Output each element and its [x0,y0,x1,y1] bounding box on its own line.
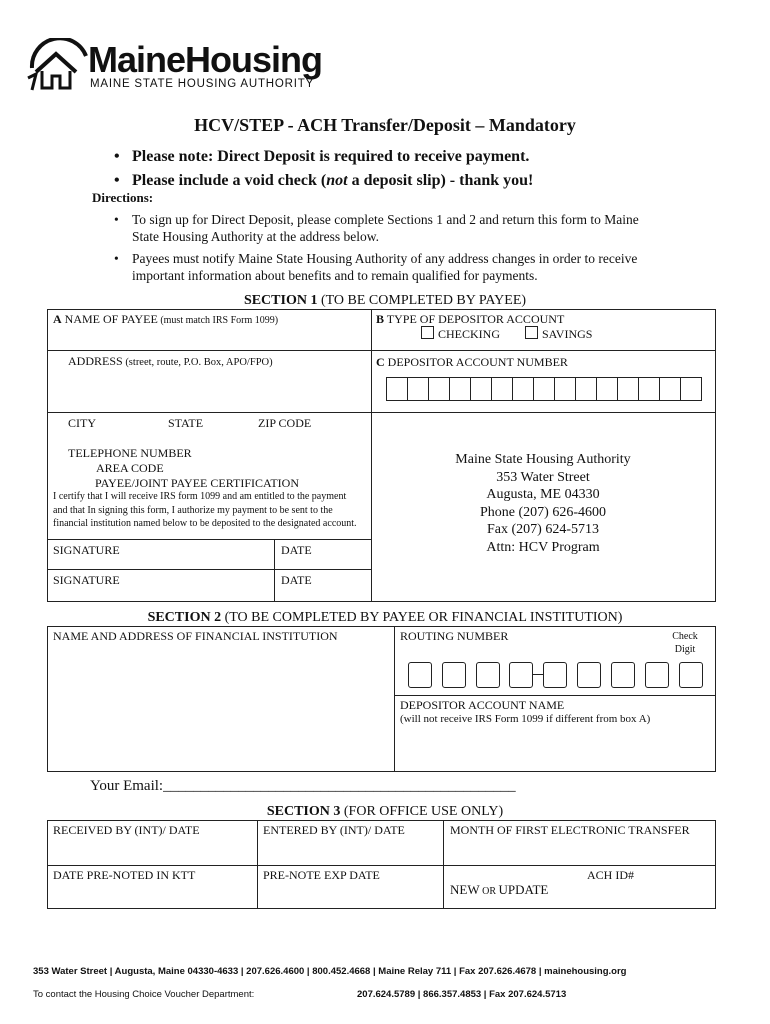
check-digit-box[interactable] [679,662,703,688]
section1-title: SECTION 1 (TO BE COMPLETED BY PAYEE) [243,293,527,308]
date1-label: DATE [281,543,312,557]
entered-by-label: ENTERED BY (INT)/ DATE [263,823,405,837]
footer-hcv-label: To contact the Housing Choice Voucher Department: [33,989,255,1000]
logo [26,38,346,96]
depositor-account-name-note: (will not receive IRS Form 1099 if different from box A) [400,713,651,725]
depositor-account-name-label: DEPOSITOR ACCOUNT NAME [400,698,565,712]
divider [371,350,715,351]
account-digit[interactable] [638,377,660,401]
direction-item: • Payees must notify Maine State Housing Authority of any address changes in order to receive important information about benefits and to remain qualified for payments. [110,250,665,284]
account-digit[interactable] [491,377,513,401]
logo-name: MaineHousing [88,39,323,80]
checking-option[interactable]: CHECKING [421,326,500,342]
savings-option[interactable]: SAVINGS [525,326,592,342]
account-digit[interactable] [470,377,492,401]
received-by-label: RECEIVED BY (INT)/ DATE [53,823,200,837]
divider [47,350,372,351]
divider [47,412,715,413]
account-digit[interactable] [554,377,576,401]
note-void-check: • Please include a void check (not a deposit slip) - thank you! [110,169,533,193]
account-digit[interactable] [659,377,681,401]
signature2-label: SIGNATURE [53,573,120,587]
prenote-exp-label: PRE-NOTE EXP DATE [263,868,380,882]
account-digit[interactable] [680,377,702,401]
routing-digit[interactable] [476,662,500,688]
logo-subtitle: MAINE STATE HOUSING AUTHORITY [90,78,315,90]
section2-title: SECTION 2 (TO BE COMPLETED BY PAYEE OR FINANCIAL INSTITUTION) [147,610,623,625]
account-digit[interactable] [407,377,429,401]
account-type-label: B TYPE OF DEPOSITOR ACCOUNT [376,312,565,326]
routing-dash [532,674,543,675]
account-digit[interactable] [386,377,408,401]
direction-item: • To sign up for Direct Deposit, please complete Sections 1 and 2 and return this form to Maine State Housing Authority at the address below. [110,211,665,245]
routing-number-label: ROUTING NUMBER [400,629,509,643]
check-digit-label: Check Digit [672,631,698,655]
checking-checkbox[interactable] [421,326,434,339]
footer-hcv-numbers: 207.624.5789 | 866.357.4853 | Fax 207.624.5713 [357,989,567,1000]
new-or-update: NEW OR UPDATE [450,882,549,897]
form-title: HCV/STEP - ACH Transfer/Deposit – Mandatory [194,115,576,135]
routing-digit[interactable] [611,662,635,688]
routing-digit[interactable] [577,662,601,688]
first-transfer-month-label: MONTH OF FIRST ELECTRONIC TRANSFER [450,823,690,837]
state-label: STATE [168,416,204,430]
address-label: ADDRESS (street, route, P.O. Box, APO/FPO) [68,354,273,368]
divider [47,539,372,540]
directions-list [110,211,665,284]
routing-digit[interactable] [408,662,432,688]
account-digit[interactable] [428,377,450,401]
financial-institution-label: NAME AND ADDRESS OF FINANCIAL INSTITUTION [53,629,338,643]
footer-contact-line: 353 Water Street | Augusta, Maine 04330-4633 | 207.626.4600 | 800.452.4668 | Maine Relay 711 | Fax 207.626.4678 | mainehousing.org [33,966,627,977]
mailing-address: Maine State Housing Authority 353 Water Street Augusta, ME 04330 Phone (207) 626-4600 Fax (207) 624-5713 Attn: HCV Program [455,452,631,555]
routing-number-boxes[interactable] [408,662,708,688]
section3-title: SECTION 3 (FOR OFFICE USE ONLY) [266,804,504,819]
account-number-label: C DEPOSITOR ACCOUNT NUMBER [376,355,568,369]
telephone-label: TELEPHONE NUMBER [68,446,192,460]
account-digit[interactable] [512,377,534,401]
divider [443,820,444,908]
section2-box [47,626,716,772]
date-prenoted-label: DATE PRE-NOTED IN KTT [53,868,196,882]
email-line[interactable]: _______________________________________________ [163,778,516,794]
divider [47,865,715,866]
divider [47,569,372,570]
signature1-label: SIGNATURE [53,543,120,557]
account-number-boxes[interactable] [386,377,706,401]
directions-label: Directions: [92,190,154,205]
divider [394,626,395,771]
account-digit[interactable] [617,377,639,401]
notes-list [110,145,533,193]
certification-title: PAYEE/JOINT PAYEE CERTIFICATION [95,476,299,490]
divider [394,695,715,696]
account-digit[interactable] [596,377,618,401]
routing-digit[interactable] [543,662,567,688]
account-digit[interactable] [449,377,471,401]
divider [257,820,258,908]
zip-label: ZIP CODE [258,416,312,430]
payee-name-label: A NAME OF PAYEE (must match IRS Form 1099) [53,312,279,326]
routing-digit[interactable] [442,662,466,688]
house-logo-icon [26,38,92,94]
account-digit[interactable] [575,377,597,401]
account-digit[interactable] [533,377,555,401]
area-code-label: AREA CODE [96,461,164,475]
email-field[interactable] [90,778,516,795]
routing-digit[interactable] [509,662,533,688]
divider [274,539,275,601]
date2-label: DATE [281,573,312,587]
note-direct-deposit: • Please note: Direct Deposit is required to receive payment. [110,145,533,169]
ach-id-label: ACH ID# [587,868,634,882]
email-label: Your Email: [90,778,164,794]
city-label: CITY [68,416,96,430]
savings-checkbox[interactable] [525,326,538,339]
routing-digit[interactable] [645,662,669,688]
certification-text: I certify that I will receive IRS form 1099 and am entitled to the payment and that In signing this form, I authorize my payment to be sent to the financial institution named below to be deposited to the designated account. [53,491,357,529]
